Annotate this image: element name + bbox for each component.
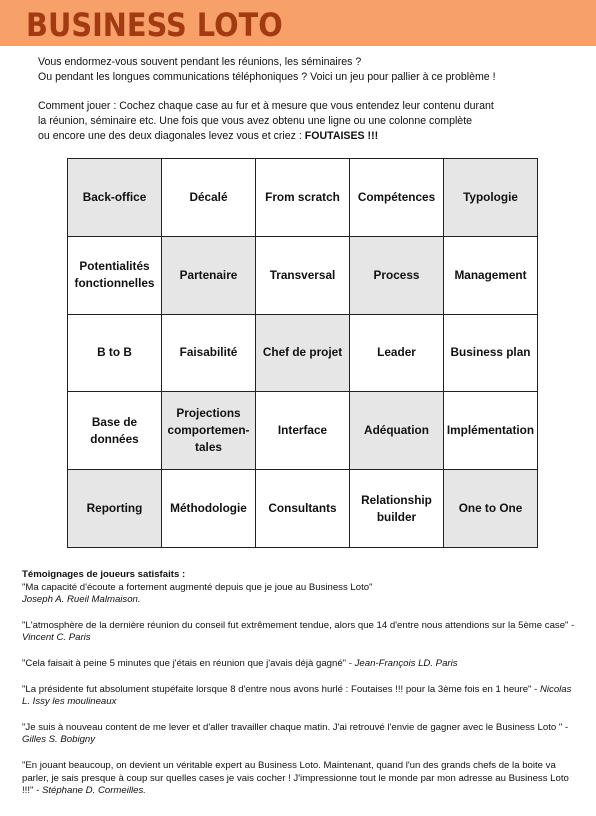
grid-row bbox=[68, 470, 538, 548]
shout-text: FOUTAISES !!! bbox=[304, 130, 379, 142]
howto-line-2: la réunion, séminaire etc. Une fois que vous avez obtenu une ligne ou une colonne complète bbox=[38, 115, 473, 127]
testimonial-separator: - bbox=[562, 721, 569, 733]
intro-line-1: Vous endormez-vous souvent pendant les réunions, les séminaires ? bbox=[38, 56, 362, 68]
grid-cell[interactable]: Leader bbox=[350, 314, 444, 392]
testimonial-author: Nicolas L. Issy les moulineaux bbox=[22, 683, 572, 708]
grid-cell[interactable]: Décalé bbox=[162, 159, 256, 237]
grid-cell[interactable]: Implémentation bbox=[444, 392, 538, 470]
testimonial-text: "La présidente fut absolument stupéfaite lorsque 8 d'entre nous avons hurlé : Foutaises !!! pour la 3ème fois en 1 heure" bbox=[22, 683, 532, 695]
grid-cell[interactable]: Business plan bbox=[444, 314, 538, 392]
testimonial-author: Joseph A. Rueil Malmaison. bbox=[22, 594, 141, 606]
grid-row bbox=[68, 392, 538, 470]
testimonial-author: Vincent C. Paris bbox=[22, 632, 91, 644]
testimonial-text: "Cela faisait à peine 5 minutes que j'étais en réunion que j'avais déjà gagné" bbox=[22, 657, 347, 669]
grid-cell[interactable]: Partenaire bbox=[162, 236, 256, 314]
howto-line-3-text: ou encore une des deux diagonales levez vous et criez : bbox=[38, 130, 305, 142]
testimonial-text: "Je suis à nouveau content de me lever et d'aller travailler chaque matin. J'ai retrouvé l'envie de gagner avec le Business Loto " bbox=[22, 721, 563, 733]
testimonial-separator: - bbox=[33, 785, 42, 797]
testimonial bbox=[22, 722, 582, 747]
grid-cell[interactable]: Projections comportemen-tales bbox=[162, 392, 256, 470]
grid-cell[interactable]: Process bbox=[350, 236, 444, 314]
testimonial bbox=[22, 760, 582, 798]
testimonial bbox=[22, 658, 582, 671]
grid-row bbox=[68, 314, 538, 392]
testimonial bbox=[22, 684, 582, 709]
grid-cell[interactable]: Base de données bbox=[68, 392, 162, 470]
grid-row bbox=[68, 159, 538, 237]
testimonial-text: "Ma capacité d'écoute a fortement augmenté depuis que je joue au Business Loto" bbox=[22, 581, 373, 593]
intro-text bbox=[38, 55, 578, 144]
grid-cell[interactable]: One to One bbox=[444, 470, 538, 548]
testimonial-separator: - bbox=[346, 657, 355, 669]
testimonials bbox=[22, 569, 582, 811]
testimonial-author: Stéphane D. Cormeilles. bbox=[41, 785, 146, 797]
grid-cell[interactable]: Management bbox=[444, 236, 538, 314]
testimonial bbox=[22, 620, 582, 645]
header-banner bbox=[0, 0, 596, 46]
grid-cell[interactable]: From scratch bbox=[256, 159, 350, 237]
testimonial-separator: - bbox=[568, 619, 575, 631]
intro-spacer bbox=[38, 85, 578, 99]
grid-row bbox=[68, 236, 538, 314]
intro-line-2: Ou pendant les longues communications téléphoniques ? Voici un jeu pour pallier à ce problème ! bbox=[38, 71, 496, 83]
testimonials-heading: Témoignages de joueurs satisfaits : bbox=[22, 569, 186, 580]
grid-cell[interactable]: B to B bbox=[68, 314, 162, 392]
howto-line-3 bbox=[38, 129, 578, 144]
testimonial bbox=[22, 582, 582, 607]
grid-cell[interactable]: Adéquation bbox=[350, 392, 444, 470]
grid-cell[interactable]: Méthodologie bbox=[162, 470, 256, 548]
grid-cell[interactable]: Typologie bbox=[444, 159, 538, 237]
howto-line-1: Comment jouer : Cochez chaque case au fur et à mesure que vous entendez leur contenu durant bbox=[38, 100, 494, 112]
page-title: BUSINESS LOTO bbox=[26, 6, 283, 44]
grid-cell[interactable]: Consultants bbox=[256, 470, 350, 548]
testimonial-author: Gilles S. Bobigny bbox=[22, 734, 96, 746]
testimonial-author: Jean-François LD. Paris bbox=[354, 657, 458, 669]
grid-cell[interactable]: Chef de projet bbox=[256, 314, 350, 392]
testimonial-text: "En jouant beaucoup, on devient un véritable expert au Business Loto. Maintenant, quand l'un des grands chefs de la boite va parler, je sais presque à coup sur quelles cases je vais cocher ! J'impressionne tout le monde par mon adresse au Business Loto !!!" bbox=[22, 759, 569, 797]
grid-cell[interactable]: Relationship builder bbox=[350, 470, 444, 548]
grid-cell[interactable]: Transversal bbox=[256, 236, 350, 314]
grid-cell[interactable]: Compétences bbox=[350, 159, 444, 237]
grid-cell[interactable]: Potentialités fonctionnelles bbox=[68, 236, 162, 314]
testimonial-text: "L'atmosphère de la dernière réunion du conseil fut extrêmement tendue, alors que 14 d'entre nous attendions sur la 5ème case" bbox=[22, 619, 569, 631]
testimonial-separator: - bbox=[531, 683, 540, 695]
grid-cell[interactable]: Reporting bbox=[68, 470, 162, 548]
grid-cell[interactable]: Interface bbox=[256, 392, 350, 470]
bingo-grid bbox=[67, 158, 538, 548]
grid-cell[interactable]: Back-office bbox=[68, 159, 162, 237]
grid-cell[interactable]: Faisabilité bbox=[162, 314, 256, 392]
